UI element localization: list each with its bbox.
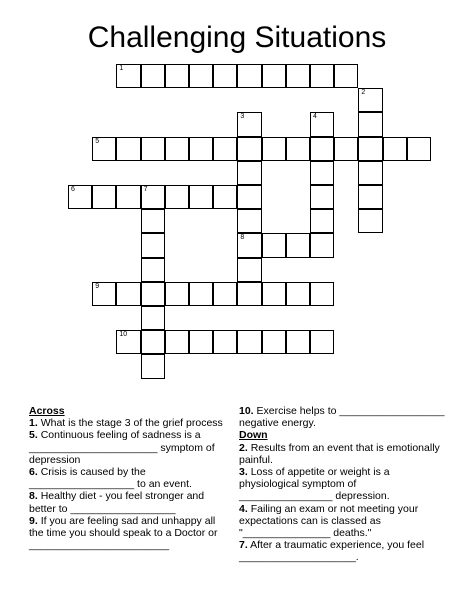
cell-number: 2 xyxy=(361,89,366,97)
page-title: Challenging Situations xyxy=(87,21,387,54)
grid-cell[interactable] xyxy=(92,185,116,209)
clue-text: Continuous feeling of sadness is a ______________________ symptom of depression xyxy=(29,429,215,466)
clue-text: Loss of appetite or weight is a physiological symptom of ________________ depression. xyxy=(239,466,390,503)
grid-cell[interactable] xyxy=(141,64,165,88)
grid-cell[interactable] xyxy=(165,185,189,209)
grid-cell[interactable] xyxy=(237,64,261,88)
grid-cell[interactable] xyxy=(116,64,140,88)
grid-cell[interactable] xyxy=(237,330,261,354)
across-heading: Across xyxy=(29,405,65,417)
cell-number: 5 xyxy=(95,137,100,145)
grid-cell[interactable] xyxy=(141,282,165,306)
cell-number: 7 xyxy=(143,186,148,193)
grid-cell[interactable] xyxy=(286,137,310,161)
grid-cell[interactable] xyxy=(165,137,189,161)
clue-number: 6. xyxy=(29,466,38,479)
grid-cell[interactable] xyxy=(262,137,286,161)
down-heading: Down xyxy=(239,429,268,442)
grid-cell[interactable] xyxy=(141,330,165,354)
grid-cell[interactable] xyxy=(213,185,237,209)
clue-across-6 xyxy=(29,466,229,490)
grid-cell[interactable] xyxy=(116,137,140,161)
grid-cell[interactable] xyxy=(310,64,334,88)
cell-number: 10 xyxy=(119,331,128,339)
clue-down-4 xyxy=(239,503,449,540)
grid-cell[interactable] xyxy=(92,282,116,306)
grid-cell[interactable] xyxy=(189,282,213,306)
grid-cell[interactable] xyxy=(358,209,382,233)
grid-cell[interactable] xyxy=(358,112,382,136)
grid-cell[interactable] xyxy=(237,137,261,161)
clue-across-9 xyxy=(29,515,229,552)
grid-cell[interactable] xyxy=(189,64,213,88)
clue-across-10 xyxy=(239,405,449,429)
grid-cell[interactable] xyxy=(237,233,261,257)
clue-number: 8. xyxy=(29,490,38,503)
grid-cell[interactable] xyxy=(358,137,382,161)
clue-text: After a traumatic experience, you feel ____________________. xyxy=(239,539,425,564)
grid-cell[interactable] xyxy=(141,258,165,282)
clue-text: Healthy diet - you feel stronger and better to __________________ xyxy=(29,490,205,515)
cell-number: 8 xyxy=(240,234,245,242)
grid-cell[interactable] xyxy=(237,185,261,209)
clue-number: 5. xyxy=(29,429,38,442)
clue-text: Results from an event that is emotionally painful. xyxy=(239,441,440,466)
clue-text: Failing an exam or not meeting your expectations can is classed as "_______________ deaths." xyxy=(239,502,419,540)
grid-cell[interactable] xyxy=(116,185,140,209)
grid-cell[interactable] xyxy=(334,64,358,88)
grid-cell[interactable] xyxy=(165,330,189,354)
grid-cell[interactable] xyxy=(262,233,286,257)
clue-number: 2. xyxy=(239,441,248,454)
grid-cell[interactable] xyxy=(237,282,261,306)
grid-cell[interactable] xyxy=(310,112,334,136)
clue-across-1 xyxy=(29,417,229,429)
grid-cell[interactable] xyxy=(141,354,165,378)
grid-cell[interactable] xyxy=(286,330,310,354)
grid-cell[interactable] xyxy=(310,161,334,185)
clue-number: 9. xyxy=(29,514,38,527)
grid-cell[interactable] xyxy=(237,112,261,136)
grid-cell[interactable] xyxy=(334,137,358,161)
grid-cell[interactable] xyxy=(310,185,334,209)
grid-cell[interactable] xyxy=(92,137,116,161)
grid-cell[interactable] xyxy=(237,161,261,185)
grid-cell[interactable] xyxy=(213,282,237,306)
clue-across-8 xyxy=(29,490,229,514)
cell-number: 1 xyxy=(119,65,124,72)
grid-cell[interactable] xyxy=(262,282,286,306)
grid-cell[interactable] xyxy=(310,330,334,354)
grid-cell[interactable] xyxy=(407,137,431,161)
cell-number: 3 xyxy=(240,113,245,121)
grid-cell[interactable] xyxy=(141,137,165,161)
clue-text: Exercise helps to __________________ negative energy. xyxy=(239,405,445,430)
grid-cell[interactable] xyxy=(189,185,213,209)
clue-text: If you are feeling sad and unhappy all the time you should speak to a Doctor or ________________________ xyxy=(29,514,218,552)
clue-number: 1. xyxy=(29,417,38,430)
grid-cell[interactable] xyxy=(116,282,140,306)
clue-number: 3. xyxy=(239,466,248,479)
cell-number: 4 xyxy=(313,113,317,121)
clue-across-5 xyxy=(29,429,229,466)
grid-cell[interactable] xyxy=(262,330,286,354)
grid-cell[interactable] xyxy=(358,88,382,112)
grid-cell[interactable] xyxy=(213,64,237,88)
grid-cell[interactable] xyxy=(310,209,334,233)
grid-cell[interactable] xyxy=(189,137,213,161)
grid-cell[interactable] xyxy=(237,209,261,233)
cell-number: 6 xyxy=(71,186,75,193)
clue-text: What is the stage 3 of the grief process xyxy=(40,417,223,430)
grid-cell[interactable] xyxy=(286,233,310,257)
grid-cell[interactable] xyxy=(310,137,334,161)
grid-cell[interactable] xyxy=(141,185,165,209)
grid-cell[interactable] xyxy=(116,330,140,354)
grid-cell[interactable] xyxy=(310,233,334,257)
grid-cell[interactable] xyxy=(165,64,189,88)
clue-down-2 xyxy=(239,442,449,466)
across-clues xyxy=(29,405,229,551)
grid-cell[interactable] xyxy=(141,306,165,330)
clue-text: Crisis is caused by the __________________ to an event. xyxy=(29,466,192,491)
grid-cell[interactable] xyxy=(310,282,334,306)
cell-number: 9 xyxy=(95,282,100,290)
grid-cell[interactable] xyxy=(68,185,92,209)
grid-cell[interactable] xyxy=(141,233,165,257)
grid-cell[interactable] xyxy=(358,161,382,185)
down-clues xyxy=(239,405,449,564)
grid-cell[interactable] xyxy=(383,137,407,161)
grid-cell[interactable] xyxy=(141,209,165,233)
grid-cell[interactable] xyxy=(165,282,189,306)
grid-cell[interactable] xyxy=(213,137,237,161)
clue-number: 7. xyxy=(239,539,248,552)
clue-number: 4. xyxy=(239,502,248,515)
grid-cell[interactable] xyxy=(262,64,286,88)
grid-cell[interactable] xyxy=(286,64,310,88)
grid-cell[interactable] xyxy=(213,330,237,354)
clue-down-7 xyxy=(239,539,449,563)
grid-cell[interactable] xyxy=(286,282,310,306)
grid-cell[interactable] xyxy=(237,258,261,282)
clue-number: 10. xyxy=(239,405,254,417)
clue-down-3 xyxy=(239,466,449,503)
grid-cell[interactable] xyxy=(189,330,213,354)
grid-cell[interactable] xyxy=(358,185,382,209)
